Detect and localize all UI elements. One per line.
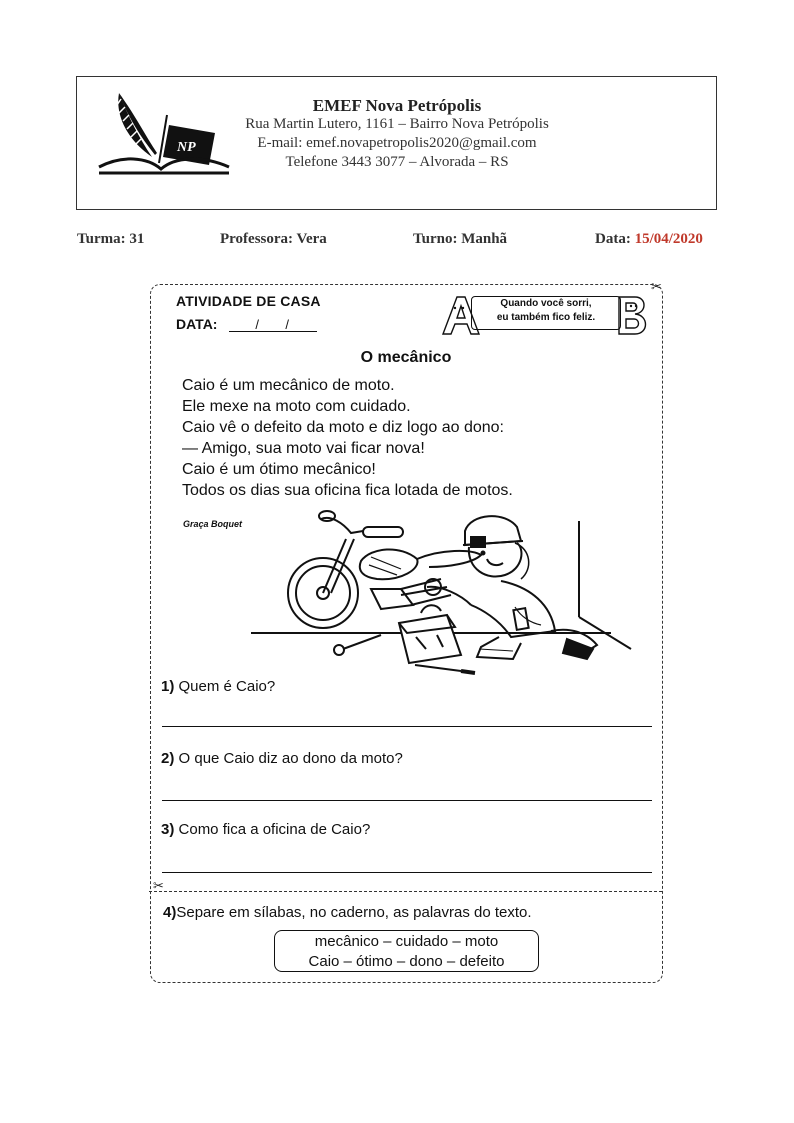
school-header [76, 76, 717, 210]
turno-label: Turno: [413, 231, 458, 247]
story-line: Todos os dias sua oficina fica lotada de motos. [182, 482, 513, 499]
question-3 [161, 821, 370, 838]
professora-field [220, 231, 327, 248]
story-author: Graça Boquet [183, 519, 243, 529]
professora-value: Vera [296, 231, 327, 247]
data-value: 15/04/2020 [634, 231, 703, 247]
story-title: O mecânico [360, 349, 452, 366]
answer-line-2[interactable] [162, 800, 652, 801]
logo-text: NP [177, 140, 196, 155]
scissors-icon: ✂ [153, 878, 164, 893]
data-label: Data: [595, 231, 631, 247]
question-number: 1) [161, 678, 175, 695]
question-text: Separe em sílabas, no caderno, as palavras do texto. [176, 904, 532, 921]
cut-line [149, 891, 662, 892]
story-line: Ele mexe na moto com cuidado. [182, 398, 411, 415]
question-text: Quem é Caio? [178, 678, 276, 695]
quote-box [471, 296, 621, 330]
date-blank-line: / / [229, 317, 317, 332]
turma-field [77, 231, 144, 248]
data-field [595, 231, 703, 248]
question-number: 2) [161, 750, 175, 767]
school-logo [97, 85, 232, 180]
answer-line-3[interactable] [162, 872, 652, 873]
activity-date-label: DATA: [176, 316, 218, 332]
story-line: Caio é um ótimo mecânico! [182, 461, 376, 478]
professora-label: Professora: [220, 231, 294, 247]
school-phone: Telefone 3443 3077 – Alvorada – RS [285, 154, 509, 170]
story-line: — Amigo, sua moto vai ficar nova! [182, 440, 425, 457]
turno-field [413, 231, 507, 248]
scissors-icon: ✂ [651, 279, 662, 294]
question-number: 4) [163, 904, 177, 921]
quote-line-2: eu também fico feliz. [496, 312, 596, 323]
turno-value: Manhã [461, 231, 508, 247]
activity-date [176, 316, 317, 332]
story-line: Caio vê o defeito da moto e diz logo ao dono: [182, 419, 504, 436]
activity-label: ATIVIDADE DE CASA [176, 293, 321, 309]
story-text [182, 375, 513, 501]
question-2 [161, 750, 403, 767]
turma-label: Turma: [77, 231, 126, 247]
school-name: EMEF Nova Petrópolis [312, 96, 482, 115]
words-line-1: mecânico – cuidado – moto [314, 933, 499, 950]
story-line: Caio é um mecânico de moto. [182, 377, 395, 394]
question-text: Como fica a oficina de Caio? [178, 821, 371, 838]
question-1 [161, 678, 275, 695]
words-line-2: Caio – ótimo – dono – defeito [308, 953, 505, 970]
question-text: O que Caio diz ao dono da moto? [178, 750, 403, 767]
answer-line-1[interactable] [162, 726, 652, 727]
question-number: 3) [161, 821, 175, 838]
turma-value: 31 [129, 231, 145, 247]
school-email: E-mail: emef.novapetropolis2020@gmail.com [257, 135, 537, 151]
question-4 [163, 904, 532, 921]
school-address: Rua Martin Lutero, 1161 – Bairro Nova Petrópolis [245, 116, 549, 132]
mechanic-illustration [251, 509, 641, 685]
worksheet-card [150, 279, 663, 983]
words-box [274, 930, 539, 972]
quote-line-1: Quando você sorri, [500, 298, 592, 309]
